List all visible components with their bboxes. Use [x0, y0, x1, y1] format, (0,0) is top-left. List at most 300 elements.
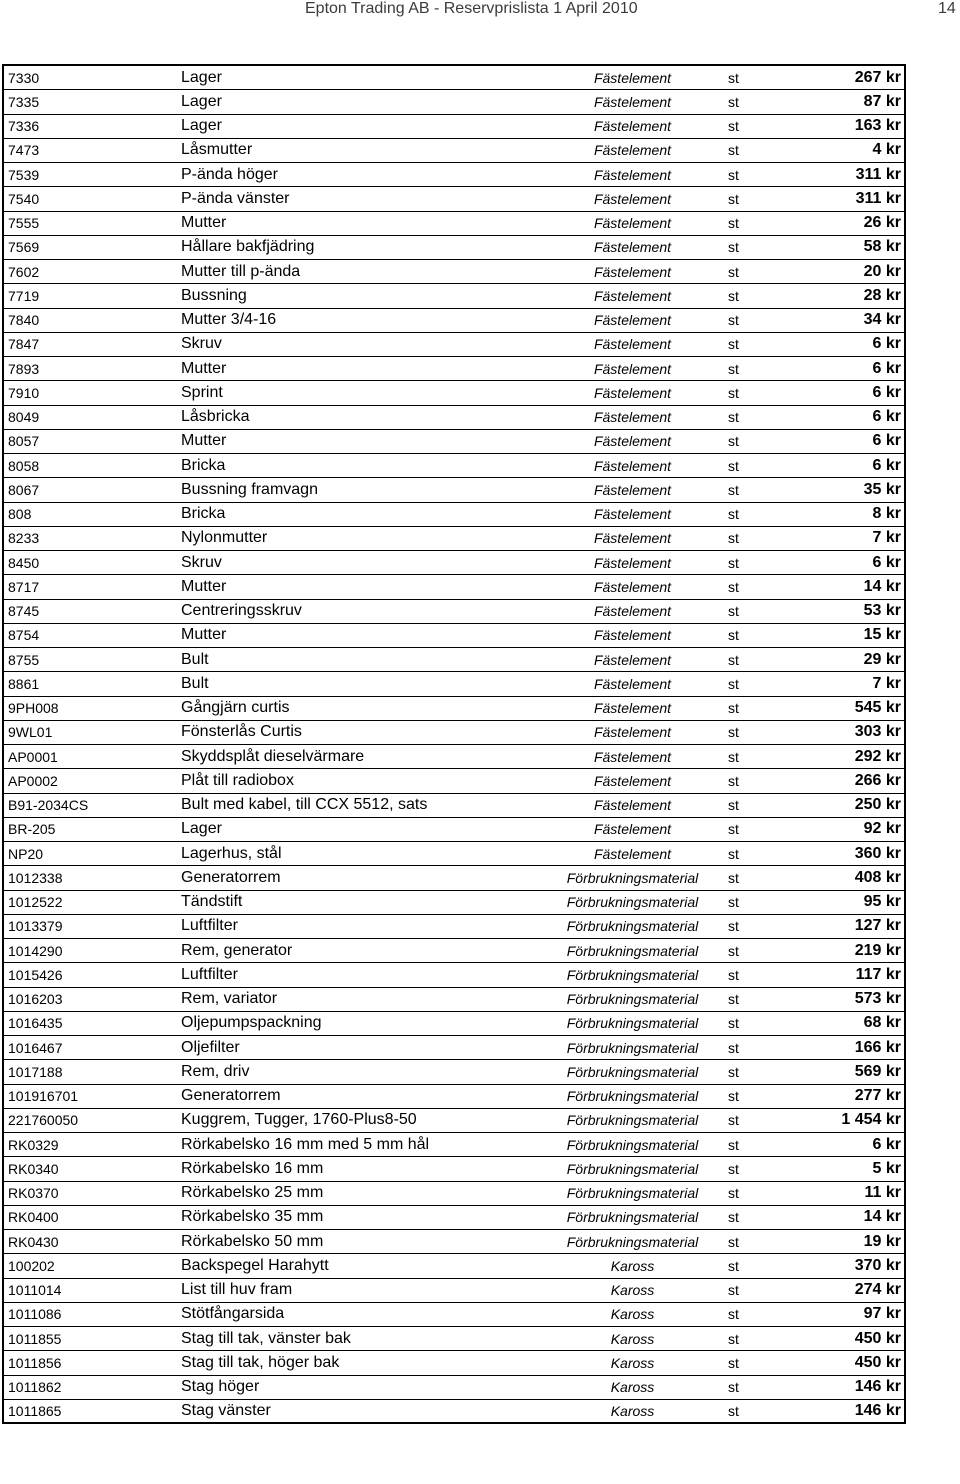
part-name-cell: List till huv fram [181, 1281, 293, 1299]
table-row [4, 1060, 904, 1084]
category-cell: Fästelement [593, 578, 672, 595]
part-number-cell: 7602 [8, 263, 40, 280]
table-row [4, 891, 904, 915]
part-number-cell: 221760050 [8, 1112, 79, 1129]
category-cell: Fästelement [593, 651, 672, 668]
part-number-cell: 1016203 [8, 991, 63, 1008]
price-cell: 266 kr [854, 771, 901, 789]
part-number-cell: 1011862 [8, 1379, 62, 1396]
part-name-cell: Oljefilter [181, 1038, 240, 1056]
price-cell: 15 kr [863, 626, 901, 644]
part-number-cell: 7336 [8, 118, 40, 135]
price-cell: 360 kr [854, 844, 901, 862]
part-number-cell: 7569 [8, 239, 40, 256]
part-number-cell: 8233 [8, 530, 40, 547]
part-name-cell: Centreringsskruv [181, 602, 302, 620]
unit-cell: st [728, 1063, 739, 1080]
table-row [4, 672, 904, 696]
price-cell: 34 kr [863, 311, 901, 329]
part-number-cell: 1011856 [8, 1354, 62, 1371]
table-row [4, 236, 904, 260]
part-name-cell: Kuggrem, Tugger, 1760-Plus8-50 [181, 1111, 417, 1129]
price-cell: 53 kr [863, 602, 901, 620]
table-row [4, 1327, 904, 1351]
category-cell: Fästelement [593, 772, 672, 789]
part-number-cell: 1014290 [8, 942, 63, 959]
price-cell: 450 kr [854, 1329, 901, 1347]
category-cell: Fästelement [593, 118, 672, 135]
category-cell: Kaross [610, 1402, 655, 1419]
category-cell: Förbrukningsmaterial [566, 1088, 699, 1105]
category-cell: Förbrukningsmaterial [566, 1063, 699, 1080]
table-row [4, 963, 904, 987]
unit-cell: st [728, 578, 739, 595]
category-cell: Fästelement [593, 360, 672, 377]
price-cell: 545 kr [854, 699, 901, 717]
part-name-cell: Oljepumpspackning [181, 1014, 322, 1032]
price-cell: 29 kr [863, 650, 901, 668]
price-cell: 8 kr [872, 505, 901, 523]
part-name-cell: Rem, generator [181, 941, 293, 959]
unit-cell: st [728, 603, 739, 620]
unit-cell: st [728, 409, 739, 426]
category-cell: Fästelement [593, 215, 672, 232]
price-cell: 450 kr [854, 1353, 901, 1371]
part-name-cell: Stag höger [181, 1378, 260, 1396]
part-name-cell: Lagerhus, stål [181, 844, 282, 862]
category-cell: Fästelement [593, 797, 672, 814]
unit-cell: st [728, 1306, 739, 1323]
part-number-cell: 101916701 [8, 1088, 79, 1105]
category-cell: Förbrukningsmaterial [566, 1015, 699, 1032]
table-row [4, 309, 904, 333]
price-cell: 6 kr [872, 553, 901, 571]
unit-cell: st [728, 675, 739, 692]
part-number-cell: 8049 [8, 409, 40, 426]
table-row [4, 90, 904, 114]
price-cell: 5 kr [872, 1159, 901, 1177]
part-name-cell: Luftfilter [181, 965, 238, 983]
part-number-cell: 7330 [8, 69, 40, 86]
table-row [4, 1085, 904, 1109]
price-cell: 267 kr [854, 68, 901, 86]
category-cell: Fästelement [593, 433, 672, 450]
unit-cell: st [728, 1257, 739, 1274]
price-cell: 6 kr [872, 408, 901, 426]
part-name-cell: Rörkabelsko 16 mm med 5 mm hål [181, 1135, 430, 1153]
table-row [4, 1036, 904, 1060]
unit-cell: st [728, 966, 739, 983]
category-cell: Kaross [610, 1257, 655, 1274]
category-cell: Förbrukningsmaterial [566, 1233, 699, 1250]
unit-cell: st [728, 312, 739, 329]
unit-cell: st [728, 239, 739, 256]
price-cell: 370 kr [854, 1256, 901, 1274]
part-number-cell: 7910 [8, 384, 40, 401]
price-cell: 117 kr [855, 965, 901, 983]
table-row [4, 697, 904, 721]
price-cell: 97 kr [863, 1305, 901, 1323]
part-number-cell: 7893 [8, 360, 40, 377]
part-name-cell: Tändstift [181, 893, 243, 911]
part-name-cell: Rörkabelsko 25 mm [181, 1184, 324, 1202]
unit-cell: st [728, 1160, 739, 1177]
price-cell: 58 kr [863, 238, 901, 256]
table-row [4, 624, 904, 648]
table-row [4, 600, 904, 624]
unit-cell: st [728, 506, 739, 523]
part-number-cell: 8058 [8, 457, 40, 474]
table-row [4, 1230, 904, 1254]
category-cell: Fästelement [593, 603, 672, 620]
unit-cell: st [728, 1112, 739, 1129]
part-name-cell: Luftfilter [181, 917, 238, 935]
part-name-cell: Mutter till p-ända [181, 262, 301, 280]
unit-cell: st [728, 69, 739, 86]
part-number-cell: 8057 [8, 433, 40, 450]
part-number-cell: 1011014 [8, 1282, 62, 1299]
unit-cell: st [728, 93, 739, 110]
part-number-cell: 7840 [8, 312, 40, 329]
unit-cell: st [728, 1282, 739, 1299]
unit-cell: st [728, 772, 739, 789]
price-cell: 292 kr [854, 747, 901, 765]
table-row [4, 1376, 904, 1400]
unit-cell: st [728, 263, 739, 280]
category-cell: Förbrukningsmaterial [566, 1136, 699, 1153]
category-cell: Förbrukningsmaterial [566, 918, 699, 935]
table-row [4, 915, 904, 939]
category-cell: Fästelement [593, 554, 672, 571]
table-row [4, 769, 904, 793]
category-cell: Kaross [610, 1379, 655, 1396]
category-cell: Förbrukningsmaterial [566, 942, 699, 959]
price-cell: 311 kr [855, 189, 901, 207]
price-cell: 87 kr [863, 92, 901, 110]
price-cell: 11 kr [864, 1184, 901, 1202]
category-cell: Fästelement [593, 506, 672, 523]
table-row [4, 1012, 904, 1036]
unit-cell: st [728, 1379, 739, 1396]
price-cell: 68 kr [863, 1014, 901, 1032]
unit-cell: st [728, 821, 739, 838]
price-cell: 573 kr [854, 990, 901, 1008]
category-cell: Förbrukningsmaterial [566, 991, 699, 1008]
table-row [4, 551, 904, 575]
unit-cell: st [728, 918, 739, 935]
category-cell: Fästelement [593, 724, 672, 741]
part-number-cell: 7539 [8, 166, 40, 183]
table-row [4, 163, 904, 187]
part-number-cell: BR-205 [8, 821, 56, 838]
part-number-cell: RK0430 [8, 1233, 59, 1250]
price-cell: 7 kr [872, 529, 901, 547]
table-row [4, 818, 904, 842]
part-number-cell: 9PH008 [8, 700, 59, 717]
table-row [4, 988, 904, 1012]
part-name-cell: Mutter [181, 214, 227, 232]
category-cell: Fästelement [593, 481, 672, 498]
price-cell: 4 kr [872, 141, 901, 159]
price-cell: 35 kr [863, 480, 901, 498]
category-cell: Förbrukningsmaterial [566, 869, 699, 886]
table-row [4, 454, 904, 478]
unit-cell: st [728, 748, 739, 765]
table-row [4, 212, 904, 236]
price-cell: 277 kr [854, 1087, 901, 1105]
category-cell: Förbrukningsmaterial [566, 1112, 699, 1129]
category-cell: Kaross [610, 1330, 655, 1347]
part-name-cell: Bussning framvagn [181, 480, 318, 498]
unit-cell: st [728, 1088, 739, 1105]
unit-cell: st [728, 384, 739, 401]
part-name-cell: Mutter 3/4-16 [181, 311, 277, 329]
table-row [4, 1157, 904, 1181]
part-name-cell: Generatorrem [181, 868, 281, 886]
part-name-cell: Låsbricka [181, 408, 250, 426]
part-name-cell: Sprint [181, 383, 223, 401]
unit-cell: st [728, 1233, 739, 1250]
unit-cell: st [728, 1402, 739, 1419]
price-cell: 6 kr [872, 1135, 901, 1153]
price-cell: 219 kr [854, 941, 901, 959]
part-number-cell: 8755 [8, 651, 40, 668]
table-row [4, 260, 904, 284]
category-cell: Fästelement [593, 384, 672, 401]
part-number-cell: RK0340 [8, 1160, 59, 1177]
page-number: 14 [938, 0, 956, 17]
part-name-cell: Rem, variator [181, 990, 278, 1008]
table-row [4, 1133, 904, 1157]
table-row [4, 794, 904, 818]
price-cell: 28 kr [863, 286, 901, 304]
part-number-cell: 1015426 [8, 966, 63, 983]
part-name-cell: Stötfångarsida [181, 1305, 285, 1323]
unit-cell: st [728, 481, 739, 498]
part-number-cell: 8754 [8, 627, 40, 644]
category-cell: Fästelement [593, 845, 672, 862]
category-cell: Kaross [610, 1354, 655, 1371]
part-number-cell: 1016467 [8, 1039, 63, 1056]
unit-cell: st [728, 1015, 739, 1032]
part-name-cell: Lager [181, 68, 222, 86]
table-row [4, 1206, 904, 1230]
part-number-cell: 7335 [8, 93, 40, 110]
part-number-cell: NP20 [8, 845, 44, 862]
price-table [2, 64, 906, 1424]
part-number-cell: RK0370 [8, 1185, 59, 1202]
part-name-cell: P-ända vänster [181, 189, 290, 207]
category-cell: Förbrukningsmaterial [566, 894, 699, 911]
table-row [4, 745, 904, 769]
category-cell: Fästelement [593, 675, 672, 692]
part-name-cell: Skruv [181, 335, 222, 353]
table-row [4, 115, 904, 139]
unit-cell: st [728, 942, 739, 959]
category-cell: Fästelement [593, 457, 672, 474]
part-name-cell: Stag till tak, vänster bak [181, 1329, 351, 1347]
part-name-cell: Bult [181, 650, 209, 668]
unit-cell: st [728, 1185, 739, 1202]
table-row [4, 284, 904, 308]
price-cell: 6 kr [872, 383, 901, 401]
unit-cell: st [728, 457, 739, 474]
table-row [4, 381, 904, 405]
unit-cell: st [728, 287, 739, 304]
part-number-cell: 8717 [8, 578, 40, 595]
price-cell: 274 kr [854, 1281, 901, 1299]
unit-cell: st [728, 142, 739, 159]
part-name-cell: Nylonmutter [181, 529, 268, 547]
unit-cell: st [728, 1209, 739, 1226]
category-cell: Fästelement [593, 336, 672, 353]
part-name-cell: Plåt till radiobox [181, 771, 294, 789]
price-cell: 146 kr [854, 1378, 901, 1396]
part-number-cell: AP0002 [8, 772, 58, 789]
part-number-cell: 7473 [8, 142, 40, 159]
unit-cell: st [728, 360, 739, 377]
category-cell: Fästelement [593, 409, 672, 426]
unit-cell: st [728, 845, 739, 862]
unit-cell: st [728, 700, 739, 717]
price-cell: 127 kr [854, 917, 901, 935]
unit-cell: st [728, 530, 739, 547]
part-number-cell: 8861 [8, 675, 40, 692]
price-cell: 303 kr [854, 723, 901, 741]
category-cell: Fästelement [593, 69, 672, 86]
table-row [4, 1109, 904, 1133]
part-name-cell: Bricka [181, 505, 226, 523]
category-cell: Förbrukningsmaterial [566, 1209, 699, 1226]
unit-cell: st [728, 724, 739, 741]
price-cell: 250 kr [854, 796, 901, 814]
part-name-cell: Hållare bakfjädring [181, 238, 315, 256]
table-row [4, 575, 904, 599]
unit-cell: st [728, 433, 739, 450]
price-cell: 6 kr [872, 432, 901, 450]
part-name-cell: Mutter [181, 577, 227, 595]
table-row [4, 66, 904, 90]
part-name-cell: Rörkabelsko 16 mm [181, 1159, 324, 1177]
category-cell: Fästelement [593, 93, 672, 110]
table-row [4, 1279, 904, 1303]
table-row [4, 648, 904, 672]
part-name-cell: Rörkabelsko 35 mm [181, 1208, 324, 1226]
part-name-cell: Bult med kabel, till CCX 5512, sats [181, 796, 428, 814]
part-number-cell: 8745 [8, 603, 40, 620]
part-name-cell: P-ända höger [181, 165, 278, 183]
part-number-cell: 1013379 [8, 918, 63, 935]
category-cell: Fästelement [593, 142, 672, 159]
part-name-cell: Lager [181, 117, 222, 135]
table-row [4, 333, 904, 357]
unit-cell: st [728, 215, 739, 232]
category-cell: Kaross [610, 1282, 655, 1299]
table-row [4, 1400, 904, 1424]
unit-cell: st [728, 797, 739, 814]
unit-cell: st [728, 118, 739, 135]
category-cell: Fästelement [593, 190, 672, 207]
table-row [4, 430, 904, 454]
unit-cell: st [728, 190, 739, 207]
unit-cell: st [728, 1354, 739, 1371]
category-cell: Förbrukningsmaterial [566, 1160, 699, 1177]
part-name-cell: Stag vänster [181, 1401, 271, 1419]
category-cell: Fästelement [593, 312, 672, 329]
price-cell: 6 kr [872, 335, 901, 353]
price-cell: 20 kr [863, 262, 901, 280]
unit-cell: st [728, 336, 739, 353]
price-cell: 14 kr [863, 577, 901, 595]
category-cell: Fästelement [593, 263, 672, 280]
unit-cell: st [728, 627, 739, 644]
category-cell: Kaross [610, 1306, 655, 1323]
page-header [0, 0, 960, 22]
price-cell: 14 kr [863, 1208, 901, 1226]
part-name-cell: Låsmutter [181, 141, 253, 159]
unit-cell: st [728, 554, 739, 571]
price-cell: 26 kr [863, 214, 901, 232]
part-name-cell: Rörkabelsko 50 mm [181, 1232, 324, 1250]
price-cell: 6 kr [872, 359, 901, 377]
price-cell: 163 kr [854, 117, 901, 135]
part-name-cell: Bult [181, 674, 209, 692]
part-name-cell: Bussning [181, 286, 247, 304]
table-row [4, 357, 904, 381]
part-name-cell: Backspegel Harahytt [181, 1256, 329, 1274]
part-name-cell: Mutter [181, 432, 227, 450]
price-cell: 7 kr [872, 674, 901, 692]
unit-cell: st [728, 991, 739, 1008]
price-cell: 1 454 kr [841, 1111, 901, 1129]
part-number-cell: 1011086 [8, 1306, 62, 1323]
part-number-cell: B91-2034CS [8, 797, 89, 814]
part-name-cell: Skyddsplåt dieselvärmare [181, 747, 365, 765]
part-number-cell: 1016435 [8, 1015, 63, 1032]
part-number-cell: RK0400 [8, 1209, 59, 1226]
unit-cell: st [728, 869, 739, 886]
part-number-cell: RK0329 [8, 1136, 59, 1153]
part-number-cell: 7555 [8, 215, 40, 232]
table-row [4, 139, 904, 163]
part-number-cell: AP0001 [8, 748, 58, 765]
table-row [4, 527, 904, 551]
part-number-cell: 1012522 [8, 894, 63, 911]
price-cell: 6 kr [872, 456, 901, 474]
part-number-cell: 1017188 [8, 1063, 63, 1080]
part-number-cell: 7719 [8, 287, 40, 304]
part-name-cell: Fönsterlås Curtis [181, 723, 302, 741]
part-name-cell: Lager [181, 820, 222, 838]
category-cell: Förbrukningsmaterial [566, 1185, 699, 1202]
price-cell: 92 kr [863, 820, 901, 838]
category-cell: Fästelement [593, 627, 672, 644]
part-name-cell: Gångjärn curtis [181, 699, 290, 717]
table-row [4, 1254, 904, 1278]
part-number-cell: 7847 [8, 336, 40, 353]
part-number-cell: 8067 [8, 481, 40, 498]
price-cell: 146 kr [854, 1401, 901, 1419]
table-row [4, 503, 904, 527]
unit-cell: st [728, 1136, 739, 1153]
price-cell: 166 kr [854, 1038, 901, 1056]
part-number-cell: 1011855 [8, 1330, 62, 1347]
category-cell: Förbrukningsmaterial [566, 1039, 699, 1056]
table-row [4, 939, 904, 963]
part-name-cell: Lager [181, 92, 222, 110]
table-row [4, 406, 904, 430]
part-name-cell: Mutter [181, 626, 227, 644]
